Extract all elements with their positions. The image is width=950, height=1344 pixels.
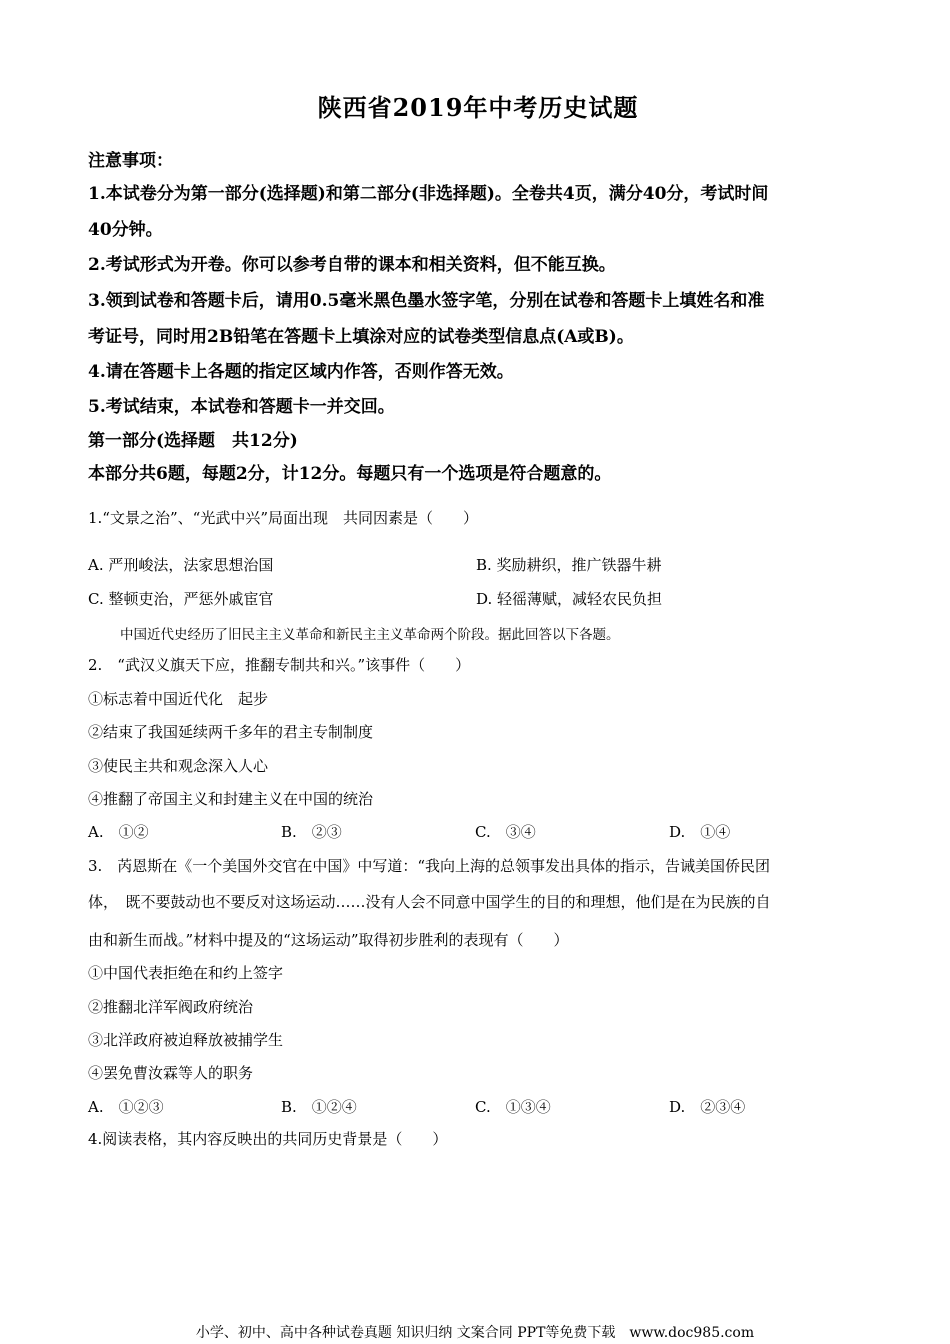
notice-line: 40分钟。 bbox=[88, 220, 163, 240]
q3-stem-line: 体， 既不要鼓动也不要反对这场运动……没有人会不同意中国学生的目的和理想，他们是在为民族的自 bbox=[88, 893, 771, 911]
q2-stem: 2. “武汉义旗天下应，推翻专制共和兴。”该事件（ ） bbox=[88, 656, 471, 674]
footer-link[interactable]: 小学、初中、高中各种试卷真题 知识归纳 文案合同 PPT等免费下载 www.doc985.com bbox=[195, 1325, 755, 1341]
part1-instruction: 本部分共6题，每题2分，计12分。每题只有一个选项是符合题意的。 bbox=[88, 464, 612, 484]
section-context: 中国近代史经历了旧民主主义革命和新民主主义革命两个阶段。据此回答以下各题。 bbox=[120, 627, 620, 643]
notice-line: 2.考试形式为开卷。你可以参考自带的课本和相关资料，但不能互换。 bbox=[88, 255, 616, 275]
q2-option-b: B. ②③ bbox=[281, 823, 342, 841]
q3-option-b: B. ①②④ bbox=[281, 1098, 357, 1116]
q3-option-a: A. ①②③ bbox=[88, 1098, 164, 1116]
q1-stem: 1.“文景之治”、“光武中兴”局面出现 共同因素是（ ） bbox=[88, 509, 478, 527]
q2-item: ①标志着中国近代化 起步 bbox=[88, 690, 269, 708]
q2-option-a: A. ①② bbox=[88, 823, 149, 841]
notice-line: 3.领到试卷和答题卡后，请用0.5毫米黑色墨水签字笔，分别在试卷和答题卡上填姓名和准 bbox=[88, 291, 765, 311]
q4-stem: 4.阅读表格，其内容反映出的共同历史背景是（ ） bbox=[88, 1130, 448, 1148]
q1-option-b: B. 奖励耕织，推广铁器牛耕 bbox=[476, 556, 662, 574]
q1-option-a: A. 严刑峻法，法家思想治国 bbox=[88, 556, 274, 574]
q2-option-c: C. ③④ bbox=[475, 823, 536, 841]
notice-line: 5.考试结束，本试卷和答题卡一并交回。 bbox=[88, 397, 395, 417]
q1-option-c: C. 整顿吏治，严惩外戚宦官 bbox=[88, 590, 274, 608]
q3-option-c: C. ①③④ bbox=[475, 1098, 551, 1116]
q3-item: ②推翻北洋军阀政府统治 bbox=[88, 998, 254, 1016]
page-title: 陕西省2019年中考历史试题 bbox=[317, 93, 639, 122]
q2-option-d: D. ①④ bbox=[669, 823, 731, 841]
notice-line: 考证号，同时用2B铅笔在答题卡上填涂对应的试卷类型信息点(A或B)。 bbox=[88, 327, 634, 347]
notice-line: 4.请在答题卡上各题的指定区域内作答，否则作答无效。 bbox=[88, 362, 514, 382]
q3-stem-line: 由和新生而战。”材料中提及的“这场运动”取得初步胜利的表现有（ ） bbox=[88, 931, 569, 949]
q3-stem-line: 3. 芮恩斯在《一个美国外交官在中国》中写道：“我向上海的总领事发出具体的指示，告诫美国侨民团 bbox=[88, 857, 770, 875]
q1-option-d: D. 轻徭薄赋，减轻农民负担 bbox=[476, 590, 663, 608]
notice-heading: 注意事项： bbox=[88, 151, 173, 171]
q3-item: ①中国代表拒绝在和约上签字 bbox=[88, 964, 284, 982]
q2-item: ②结束了我国延续两千多年的君主专制制度 bbox=[88, 723, 374, 741]
part1-heading: 第一部分(选择题 共12分) bbox=[88, 431, 298, 451]
notice-line: 1.本试卷分为第一部分(选择题)和第二部分(非选择题)。全卷共4页，满分40分，考试时间 bbox=[88, 184, 769, 204]
q3-option-d: D. ②③④ bbox=[669, 1098, 746, 1116]
q2-item: ④推翻了帝国主义和封建主义在中国的统治 bbox=[88, 790, 374, 808]
q3-item: ③北洋政府被迫释放被捕学生 bbox=[88, 1031, 284, 1049]
q3-item: ④罢免曹汝霖等人的职务 bbox=[88, 1064, 254, 1082]
q2-item: ③使民主共和观念深入人心 bbox=[88, 757, 269, 775]
